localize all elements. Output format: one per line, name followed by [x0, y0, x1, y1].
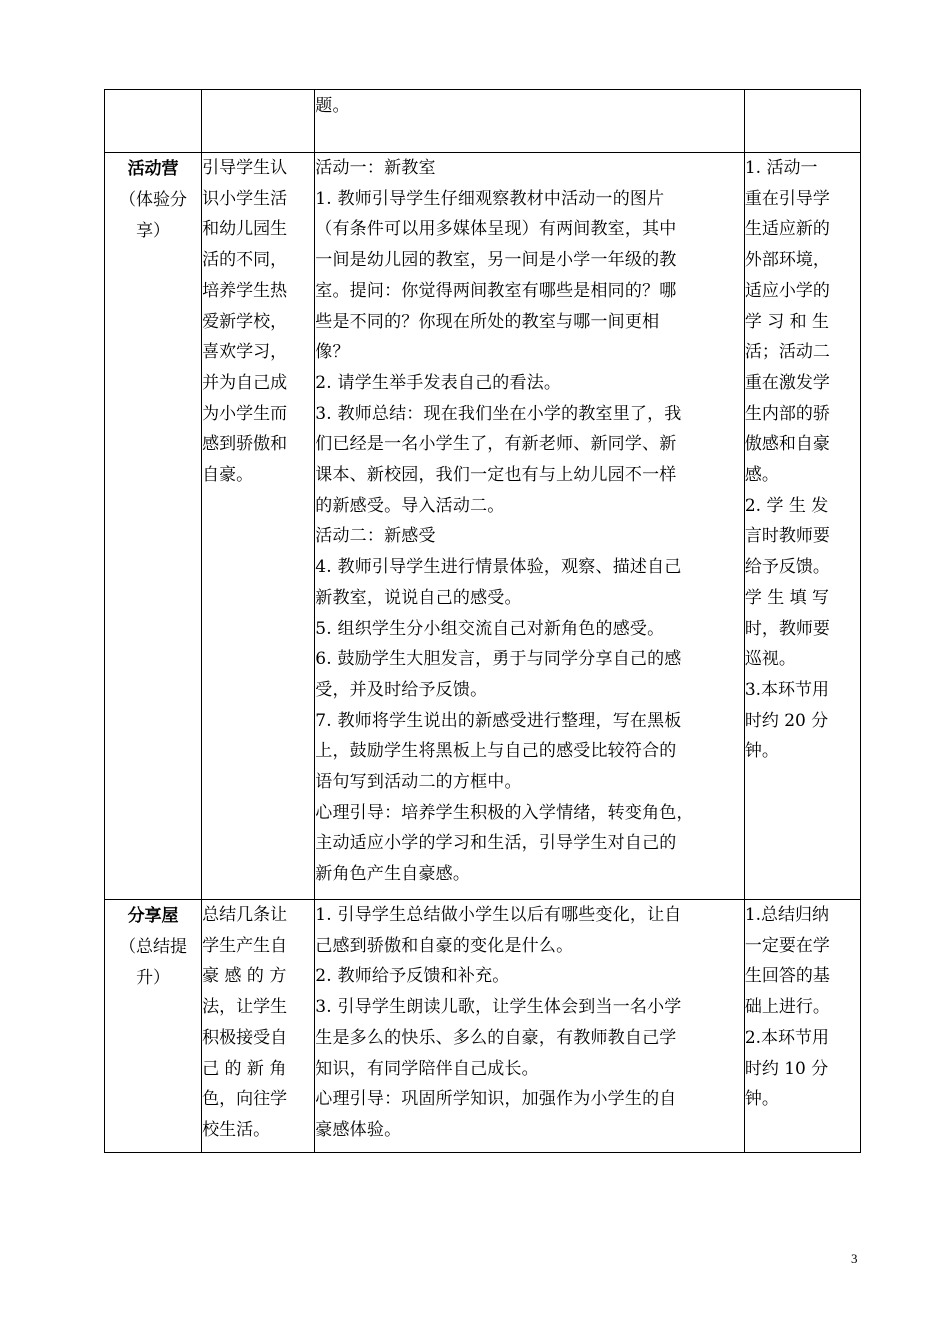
note-line: 重在引导学 — [744, 188, 830, 209]
goal-line: 学生产生自 — [202, 935, 288, 956]
goal-line: 引导学生认 — [202, 158, 288, 178]
goal-line: 和幼儿园生 — [202, 219, 288, 240]
note-line: 钟。 — [744, 1089, 779, 1110]
process-line: 2. 教师给予反馈和补充。 — [315, 966, 510, 987]
notes-cell — [744, 900, 860, 1153]
process-cell — [315, 900, 745, 1153]
goal-line: 感到骄傲和 — [202, 434, 288, 455]
note-line: 给予反馈。 — [744, 557, 830, 578]
goal-line: 并为自己成 — [202, 372, 288, 393]
lesson-plan-table — [104, 89, 861, 1153]
note-line: 活；活动二 — [744, 342, 830, 363]
process-line: 们已经是一名小学生了，有新老师、新同学、新 — [315, 434, 677, 455]
note-line: 学 习 和 生 — [744, 311, 830, 332]
note-line: 外部环境， — [744, 250, 830, 271]
process-line: 语句写到活动二的方框中。 — [315, 772, 522, 793]
goal-line: 校生活。 — [202, 1119, 271, 1140]
process-line: 3. 教师总结：现在我们坐在小学的教室里了，我 — [315, 403, 682, 424]
note-line: 础上进行。 — [744, 997, 830, 1018]
process-line: 5. 组织学生分小组交流自己对新角色的感受。 — [315, 618, 665, 639]
process-line: 的新感受。导入活动二。 — [315, 495, 505, 516]
process-line: （有条件可以用多媒体呈现）有两间教室，其中 — [315, 219, 677, 240]
process-line: 受，并及时给予反馈。 — [315, 679, 488, 700]
goal-line: 己 的 新 角 — [202, 1058, 287, 1079]
page-number: 3 — [851, 1251, 858, 1266]
stage-subtitle: （总结提升） — [119, 937, 188, 988]
goal-line: 总结几条让 — [202, 905, 288, 925]
process-line: 3. 引导学生朗读儿歌，让学生体会到当一名小学 — [315, 997, 682, 1018]
process-line: 像？ — [315, 342, 350, 363]
note-line: 生内部的骄 — [744, 403, 830, 424]
stage-subtitle: （体验分享） — [119, 190, 188, 241]
note-line: 傲感和自豪 — [744, 434, 830, 455]
goal-cell — [202, 90, 315, 153]
goal-line: 积极接受自 — [202, 1027, 288, 1048]
stage-title: 活动营 — [127, 159, 179, 179]
process-line: 题。 — [315, 96, 350, 116]
process-line: 活动二：新感受 — [315, 526, 436, 547]
process-line: 知识，有同学陪伴自己成长。 — [315, 1058, 539, 1079]
goal-line: 法，让学生 — [202, 997, 288, 1018]
process-line: 生是多么的快乐、多么的自豪，有教师教自己学 — [315, 1027, 677, 1048]
goal-line: 爱新学校， — [202, 311, 288, 332]
note-line: 时约 10 分 — [744, 1058, 829, 1079]
goal-line: 为小学生而 — [202, 403, 288, 424]
note-line: 时约 20 分 — [744, 710, 829, 731]
process-line: 新角色产生自豪感。 — [315, 864, 471, 885]
goal-line: 自豪。 — [202, 465, 254, 486]
stage-cell — [105, 90, 202, 153]
process-line: 豪感体验。 — [315, 1119, 402, 1140]
note-line: 3.本环节用 — [744, 679, 830, 700]
process-line: 4. 教师引导学生进行情景体验，观察、描述自己 — [315, 557, 682, 578]
note-line: 生回答的基 — [744, 966, 830, 987]
process-line: 课本、新校园，我们一定也有与上幼儿园不一样 — [315, 465, 677, 486]
stage-cell — [105, 900, 202, 1153]
process-cell — [315, 90, 745, 153]
goal-line: 培养学生热 — [202, 280, 288, 301]
notes-cell — [744, 90, 860, 153]
note-line: 巡视。 — [744, 649, 796, 670]
table-row-summary — [105, 900, 861, 1153]
note-line: 1. 活动一 — [744, 158, 818, 178]
note-line: 1.总结归纳 — [744, 905, 830, 925]
goal-cell — [202, 153, 315, 900]
note-line: 学 生 填 写 — [744, 587, 830, 608]
goal-line: 色，向往学 — [202, 1089, 288, 1110]
goal-cell — [202, 900, 315, 1153]
process-cell — [315, 153, 745, 900]
process-line: 活动一：新教室 — [315, 158, 436, 178]
note-line: 2.本环节用 — [744, 1027, 830, 1048]
note-line: 言时教师要 — [744, 526, 830, 547]
note-line: 时，教师要 — [744, 618, 830, 639]
process-line: 7. 教师将学生说出的新感受进行整理，写在黑板 — [315, 710, 682, 731]
table-row-activity — [105, 153, 861, 900]
goal-line: 识小学生活 — [202, 188, 288, 209]
process-line: 上，鼓励学生将黑板上与自己的感受比较符合的 — [315, 741, 677, 762]
process-line: 2. 请学生举手发表自己的看法。 — [315, 372, 562, 393]
process-line: 一间是幼儿园的教室，另一间是小学一年级的教 — [315, 250, 677, 271]
note-line: 一定要在学 — [744, 935, 830, 956]
process-line: 主动适应小学的学习和生活，引导学生对自己的 — [315, 833, 677, 854]
goal-line: 活的不同， — [202, 250, 288, 271]
stage-cell — [105, 153, 202, 900]
stage-title: 分享屋 — [127, 906, 179, 926]
process-line: 己感到骄傲和自豪的变化是什么。 — [315, 935, 574, 956]
notes-cell — [744, 153, 860, 900]
note-line: 生适应新的 — [744, 219, 830, 240]
note-line: 感。 — [744, 465, 779, 486]
process-line: 室。提问：你觉得两间教室有哪些是相同的？哪 — [315, 280, 677, 301]
goal-line: 喜欢学习， — [202, 342, 288, 363]
process-line: 1. 教师引导学生仔细观察教材中活动一的图片 — [315, 188, 665, 209]
note-line: 重在激发学 — [744, 372, 830, 393]
note-line: 钟。 — [744, 741, 779, 762]
process-line: 新教室，说说自己的感受。 — [315, 587, 522, 608]
process-line: 心理引导：巩固所学知识，加强作为小学生的自 — [315, 1089, 677, 1110]
goal-line: 豪 感 的 方 — [202, 966, 287, 987]
process-line: 些是不同的？你现在所处的教室与哪一间更相 — [315, 311, 660, 332]
note-line: 适应小学的 — [744, 280, 830, 301]
process-line: 6. 鼓励学生大胆发言，勇于与同学分享自己的感 — [315, 649, 682, 670]
process-line: 心理引导：培养学生积极的入学情绪，转变角色， — [315, 802, 694, 823]
process-line: 1. 引导学生总结做小学生以后有哪些变化，让自 — [315, 905, 682, 925]
table-row-continuation — [105, 90, 861, 153]
note-line: 2. 学 生 发 — [744, 495, 829, 516]
